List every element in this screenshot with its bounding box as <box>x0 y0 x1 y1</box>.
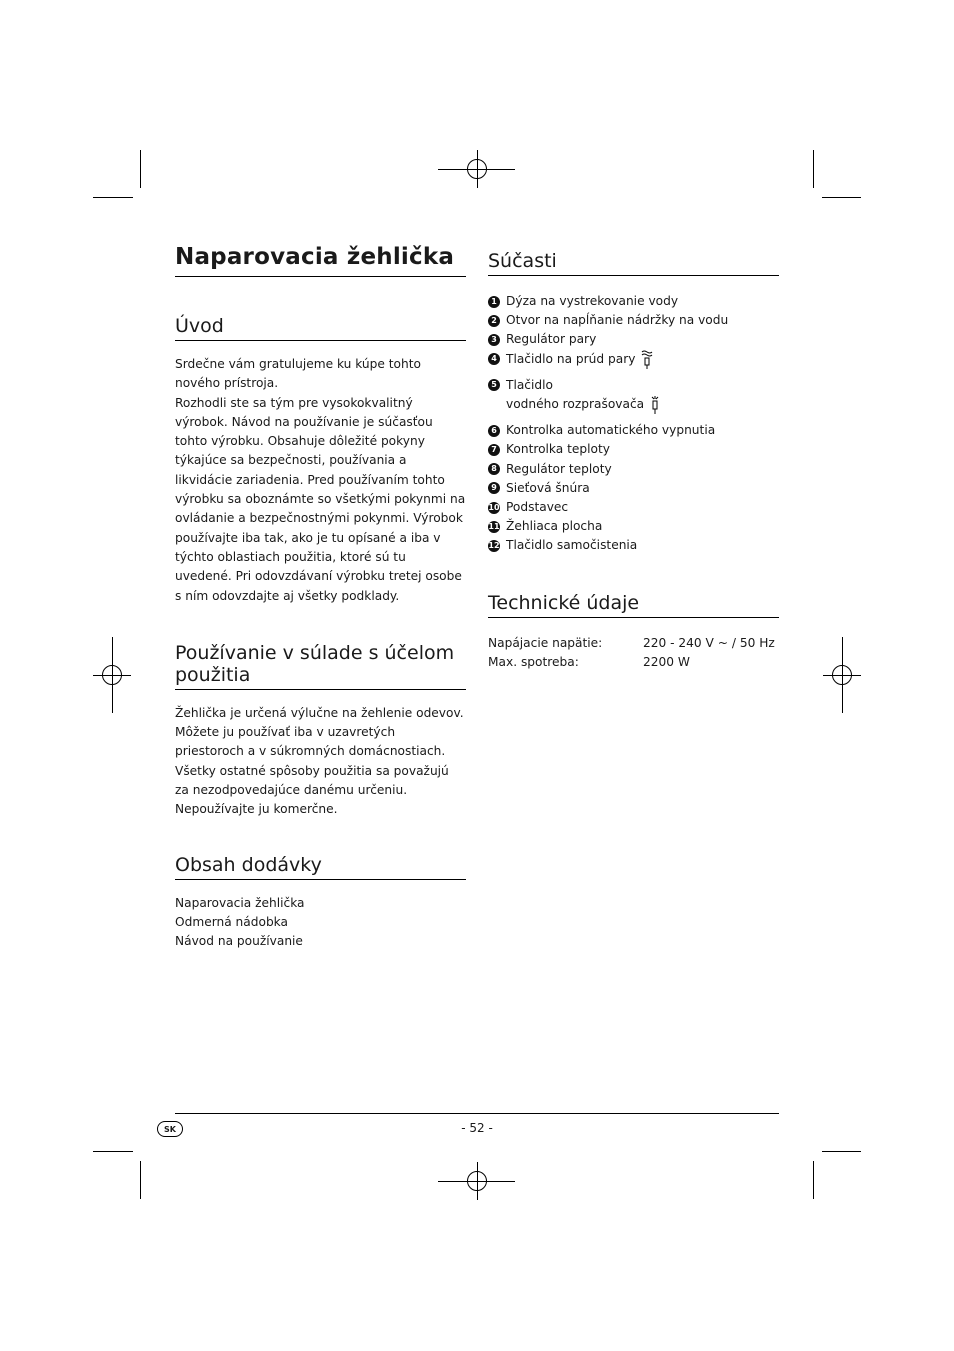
part-label: Tlačidlo <box>506 377 553 392</box>
part-label: Sieťová šnúra <box>506 480 590 495</box>
spec-value: 2200 W <box>643 654 690 669</box>
contents-heading: Obsah dodávky <box>175 854 466 880</box>
part-label: Regulátor pary <box>506 332 597 347</box>
number-badge: 1 <box>488 296 500 308</box>
number-badge: 2 <box>488 315 500 327</box>
part-label: Kontrolka automatického vypnutia <box>506 423 716 438</box>
list-item: Naparovacia žehlička <box>175 895 305 910</box>
table-row <box>488 634 779 653</box>
number-badge: 9 <box>488 482 500 494</box>
part-label: Regulátor teploty <box>506 461 612 476</box>
parts-heading: Súčasti <box>488 250 779 276</box>
number-badge: 3 <box>488 334 500 346</box>
footer-divider <box>175 1113 779 1114</box>
usage-text: Žehlička je určená výlučne na žehlenie odevov. Môžete ju používať iba v uzavretých priestoroch a v súkromných domácnostiach. Všetky ostatné spôsoby použitia sa považujú za nezodpovedajúce danému určeniu. Nepoužívajte ju komerčne. <box>175 705 464 817</box>
part-label: Kontrolka teploty <box>506 442 610 457</box>
part-label: Tlačidlo na prúd pary <box>506 351 636 366</box>
number-badge: 12 <box>488 540 500 550</box>
list-item <box>488 330 779 349</box>
list-item: Odmerná nádobka <box>175 914 288 929</box>
page-number: - 52 - <box>461 1121 493 1135</box>
usage-heading: Používanie v súlade s účelom použitia <box>175 642 466 690</box>
parts-list <box>488 292 779 556</box>
steam-burst-icon <box>641 350 653 376</box>
list-item: Návod na používanie <box>175 934 303 949</box>
number-badge: 6 <box>488 425 500 437</box>
table-row <box>488 653 779 672</box>
number-badge: 4 <box>488 353 500 365</box>
left-column <box>175 240 466 952</box>
list-item <box>488 292 779 311</box>
part-label: vodného rozprašovača <box>506 397 645 412</box>
list-item <box>488 536 779 555</box>
right-column <box>488 250 779 672</box>
language-badge: SK <box>157 1121 183 1137</box>
page-title: Naparovacia žehlička <box>175 240 466 277</box>
list-item <box>488 311 779 330</box>
part-label: Tlačidlo samočistenia <box>506 538 638 553</box>
number-badge: 7 <box>488 444 500 456</box>
list-item <box>488 498 779 517</box>
spec-key: Napájacie napätie: <box>488 635 603 650</box>
tech-heading: Technické údaje <box>488 592 779 618</box>
number-badge: 8 <box>488 463 500 475</box>
part-label: Dýza na vystrekovanie vody <box>506 294 679 308</box>
number-badge: 5 <box>488 379 500 391</box>
part-label: Žehliaca plocha <box>506 519 603 534</box>
contents-list <box>175 894 466 952</box>
part-label: Otvor na napĺňanie nádržky na vodu <box>506 313 729 328</box>
intro-heading: Úvod <box>175 315 466 341</box>
list-item <box>488 376 779 421</box>
spray-icon <box>650 395 660 421</box>
spec-value: 220 - 240 V ~ / 50 Hz <box>643 635 775 650</box>
number-badge: 10 <box>488 502 500 512</box>
part-label-continued <box>488 395 779 421</box>
list-item <box>488 517 779 536</box>
spec-key: Max. spotreba: <box>488 654 579 669</box>
list-item <box>488 460 779 479</box>
list-item <box>488 421 779 440</box>
tech-table <box>488 634 779 673</box>
part-label: Podstavec <box>506 500 569 515</box>
number-badge: 11 <box>488 521 500 531</box>
list-item <box>488 479 779 498</box>
intro-text: Srdečne vám gratulujeme ku kúpe tohto nového prístroja. Rozhodli ste sa tým pre vysokokvalitný výrobok. Návod na používanie je súčasťou tohto výrobku. Obsahuje dôležité pokyny týkajúce sa bezpečnosti, používania a likvidácie zariadenia. Pred používaním tohto výrobku sa oboznámte so všetkými pokynmi na ovládanie a bezpečnostnými pokynmi. Výrobok používajte iba tak, ako je tu opísané a iba v týchto oblastiach použitia, ktoré sú tu uvedené. Pri odovzdávaní výrobku tretej osobe s ním odovzdajte aj všetky podklady. <box>175 357 466 603</box>
list-item <box>488 440 779 459</box>
list-item <box>488 350 779 376</box>
